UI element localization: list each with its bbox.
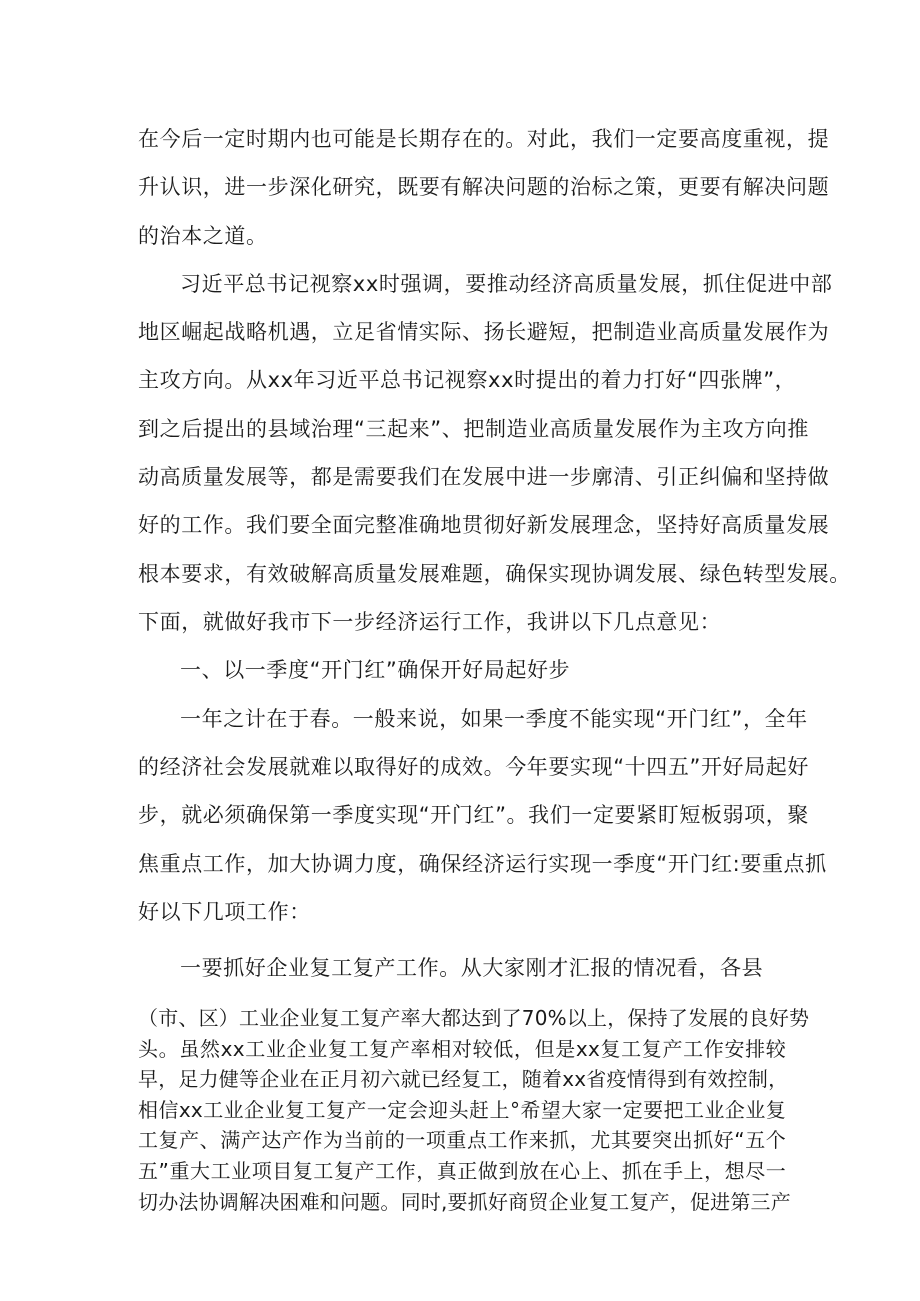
paragraph-4-line-2: （市、区）工业企业复工复产率大都达到了70%以上，保持了发展的良好势 [138,1006,810,1030]
paragraph-2-line-4: 到之后提出的县域治理“三起来”、把制造业高质量发展作为主攻方向推 [138,417,809,441]
paragraph-4-line-8: 切办法协调解决困难和问题。同时,要抓好商贸企业复工复产，促进第三产 [138,1190,791,1214]
section-heading-1: 一、以一季度“开门红”确保开好局起好步 [180,658,571,682]
paragraph-2-line-1: 习近平总书记视察xx时强调，要推动经济高质量发展，抓住促进中部 [180,272,833,296]
paragraph-2-line-5: 动高质量发展等，都是需要我们在发展中进一步廓清、引正纠偏和坚持做 [138,465,830,489]
paragraph-2-line-6: 好的工作。我们要全面完整准确地贯彻好新发展理念，坚持好高质量发展 [138,513,830,537]
paragraph-2-line-3: 主攻方向。从xx年习近平总书记视察xx时提出的着力打好“四张牌”， [138,368,797,392]
paragraph-2-line-7: 根本要求，有效破解高质量发展难题，确保实现协调发展、绿色转型发展。 [138,562,851,586]
paragraph-3-line-3: 步，就必须确保第一季度实现“开门红”。我们一定要紧盯短板弱项，聚 [138,803,809,827]
paragraph-4-line-3: 头。虽然xx工业企业复工复产率相对较低，但是xx复工复产工作安排较 [138,1037,786,1061]
paragraph-1-line-1: 在今后一定时期内也可能是长期存在的。对此，我们一定要高度重视，提 [138,127,830,151]
paragraph-3-line-1: 一年之计在于春。一般来说，如果一季度不能实现“开门红”，全年 [180,707,808,731]
paragraph-2-line-2: 地区崛起战略机遇，立足省情实际、扬长避短，把制造业高质量发展作为 [138,320,830,344]
paragraph-2-line-8: 下面，就做好我市下一步经济运行工作，我讲以下几点意见： [138,610,722,634]
paragraph-3-line-5: 好以下几项工作： [138,900,311,924]
paragraph-4-line-6: 工复产、满产达产作为当前的一项重点工作来抓，尤其要突出抓好“五个 [138,1128,786,1152]
paragraph-3-line-2: 的经济社会发展就难以取得好的成效。今年要实现“十四五”开好局起好 [138,755,809,779]
paragraph-1-line-2: 升认识，进一步深化研究，既要有解决问题的治标之策，更要有解决问题 [138,175,830,199]
paragraph-4-line-1: 一要抓好企业复工复产工作。从大家刚才汇报的情况看，各县 [180,956,764,980]
paragraph-3-line-4: 焦重点工作，加大协调力度，确保经济运行实现一季度“开门红:要重点抓 [138,852,827,876]
paragraph-4-line-7: 五”重大工业项目复工复产工作，真正做到放在心上、抓在手上，想尽一 [138,1159,786,1183]
paragraph-4-line-4: 早，足力健等企业在正月初六就已经复工，随着xx省疫情得到有效控制， [138,1067,789,1091]
paragraph-4-line-5: 相信xx工业企业复工复产一定会迎头赶上°希望大家一定要把工业企业复 [138,1098,786,1122]
paragraph-1-line-3: 的治本之道。 [138,224,268,248]
